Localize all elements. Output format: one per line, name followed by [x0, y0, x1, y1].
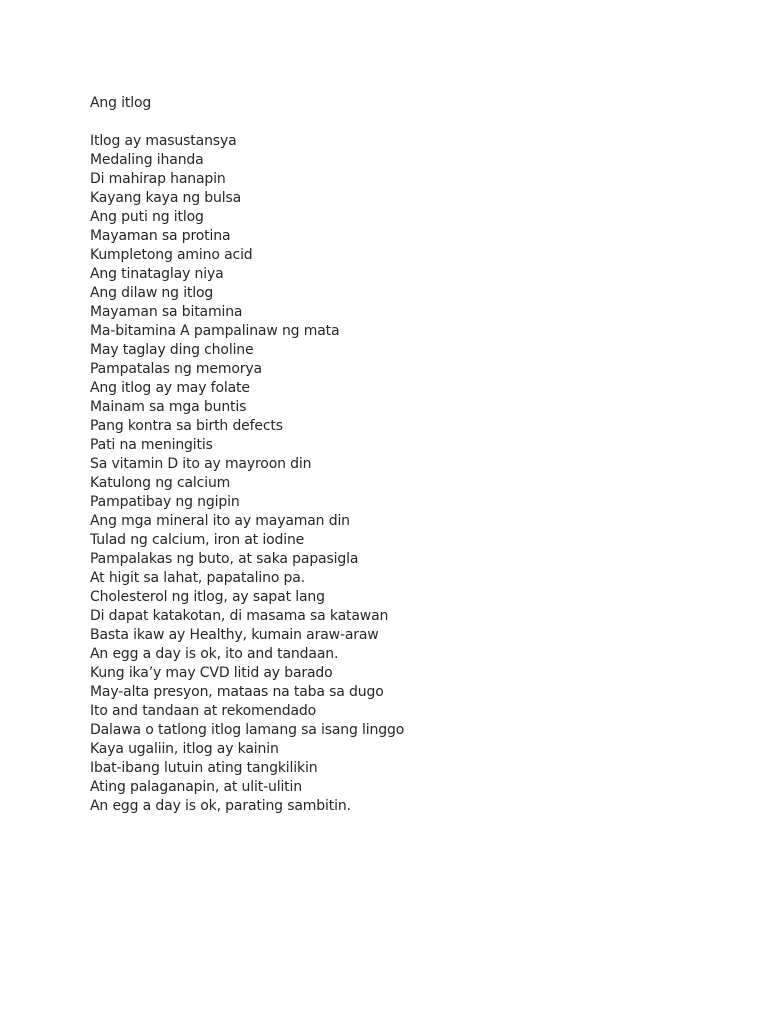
poem-line: Mayaman sa bitamina — [90, 304, 243, 320]
poem-line: Medaling ihanda — [90, 152, 204, 168]
poem-line: Ibat-ibang lutuin ating tangkilikin — [90, 760, 318, 776]
poem-line: Kayang kaya ng bulsa — [90, 190, 242, 206]
poem-line: Kaya ugaliin, itlog ay kainin — [90, 741, 279, 757]
poem-line: At higit sa lahat, papatalino pa. — [90, 570, 306, 586]
poem-line: Katulong ng calcium — [90, 475, 231, 491]
poem-line: An egg a day is ok, parating sambitin. — [90, 798, 351, 814]
poem-line: Di mahirap hanapin — [90, 171, 226, 187]
poem-line: Pati na meningitis — [90, 437, 213, 453]
poem-line: Mainam sa mga buntis — [90, 399, 247, 415]
poem-line: Ito and tandaan at rekomendado — [90, 703, 317, 719]
poem-line: Pampatalas ng memorya — [90, 361, 262, 377]
poem-body — [90, 132, 404, 816]
poem-line: An egg a day is ok, ito and tandaan. — [90, 646, 339, 662]
poem-line: Kung ika’y may CVD litid ay barado — [90, 665, 333, 681]
poem-line: Ang puti ng itlog — [90, 209, 204, 225]
poem-line: Tulad ng calcium, iron at iodine — [90, 532, 305, 548]
poem-line: Di dapat katakotan, di masama sa katawan — [90, 608, 389, 624]
poem-line: Ang tinataglay niya — [90, 266, 224, 282]
poem-line: Mayaman sa protina — [90, 228, 231, 244]
document-title: Ang itlog — [90, 95, 152, 111]
poem-line: Ang dilaw ng itlog — [90, 285, 214, 301]
poem-line: Ma-bitamina A pampalinaw ng mata — [90, 323, 340, 339]
poem-line: Kumpletong amino acid — [90, 247, 253, 263]
poem-line: Pampatibay ng ngipin — [90, 494, 240, 510]
poem-line: Ang itlog ay may folate — [90, 380, 250, 396]
poem-line: Pang kontra sa birth defects — [90, 418, 283, 434]
poem-line: Itlog ay masustansya — [90, 133, 237, 149]
poem-line: Basta ikaw ay Healthy, kumain araw-araw — [90, 627, 379, 643]
poem-line: Sa vitamin D ito ay mayroon din — [90, 456, 312, 472]
poem-line: May-alta presyon, mataas na taba sa dugo — [90, 684, 384, 700]
poem-line: Pampalakas ng buto, at saka papasigla — [90, 551, 359, 567]
poem-line: May taglay ding choline — [90, 342, 254, 358]
poem-line: Ang mga mineral ito ay mayaman din — [90, 513, 350, 529]
poem-line: Ating palaganapin, at ulit-ulitin — [90, 779, 302, 795]
poem-line: Cholesterol ng itlog, ay sapat lang — [90, 589, 325, 605]
poem-line: Dalawa o tatlong itlog lamang sa isang linggo — [90, 722, 405, 738]
